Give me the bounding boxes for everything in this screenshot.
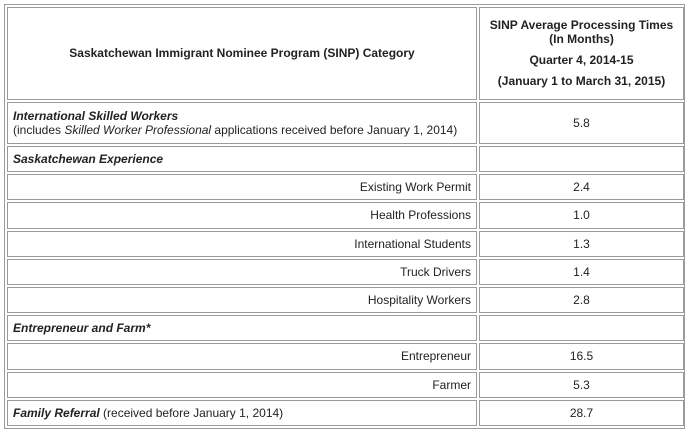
category-note-suffix: applications received before January 1, 2014)	[211, 122, 458, 137]
subcategory-label: International Students	[7, 231, 477, 257]
category-note-prefix: (includes	[13, 122, 65, 137]
category-cell	[7, 315, 477, 341]
category-note-italic: Skilled Worker Professional	[64, 122, 212, 137]
category-title: Entrepreneur and Farm*	[13, 321, 151, 336]
times-header-line3: Quarter 4, 2014-15	[529, 53, 634, 68]
times-header-line2: (In Months)	[549, 32, 614, 47]
processing-time-value: 1.4	[479, 259, 684, 285]
table-row-saskatchewan-experience	[7, 146, 684, 172]
processing-time-value: 1.0	[479, 202, 684, 228]
processing-time-value: 2.4	[479, 174, 684, 200]
category-cell	[7, 102, 477, 144]
subcategory-label: Entrepreneur	[7, 343, 477, 369]
subcategory-label: Farmer	[7, 372, 477, 398]
table-row-entrepreneur-and-farm	[7, 315, 684, 341]
table-row-farmer	[7, 372, 684, 398]
category-title: Family Referral	[13, 405, 100, 420]
processing-time-value: 5.8	[479, 102, 684, 144]
table-row-family-referral	[7, 400, 684, 426]
subcategory-label: Truck Drivers	[7, 259, 477, 285]
processing-time-value: 5.3	[479, 372, 684, 398]
subcategory-label: Existing Work Permit	[7, 174, 477, 200]
table-row-health-professions	[7, 202, 684, 228]
category-cell	[7, 146, 477, 172]
table-row-hospitality-workers	[7, 287, 684, 313]
processing-time-value: 1.3	[479, 231, 684, 257]
times-header-line4: (January 1 to March 31, 2015)	[497, 74, 666, 89]
processing-times-column-header	[479, 7, 684, 100]
table-header-row	[7, 7, 684, 100]
processing-time-value: 28.7	[479, 400, 684, 426]
subcategory-label: Hospitality Workers	[7, 287, 477, 313]
category-title: Saskatchewan Experience	[13, 152, 164, 167]
table-row-international-students	[7, 231, 684, 257]
table-row-truck-drivers	[7, 259, 684, 285]
category-column-header: Saskatchewan Immigrant Nominee Program (SINP) Category	[7, 7, 477, 100]
category-cell	[7, 400, 477, 426]
table-row-entrepreneur	[7, 343, 684, 369]
empty-value-cell	[479, 315, 684, 341]
category-note: (received before January 1, 2014)	[99, 405, 284, 420]
subcategory-label: Health Professions	[7, 202, 477, 228]
empty-value-cell	[479, 146, 684, 172]
times-header-line1: SINP Average Processing Times	[489, 18, 674, 33]
processing-times-table	[5, 5, 686, 428]
table-row-international-skilled-workers	[7, 102, 684, 144]
processing-times-table-frame	[4, 4, 685, 429]
category-title: International Skilled Workers	[13, 108, 179, 123]
table-row-existing-work-permit	[7, 174, 684, 200]
processing-time-value: 2.8	[479, 287, 684, 313]
processing-time-value: 16.5	[479, 343, 684, 369]
